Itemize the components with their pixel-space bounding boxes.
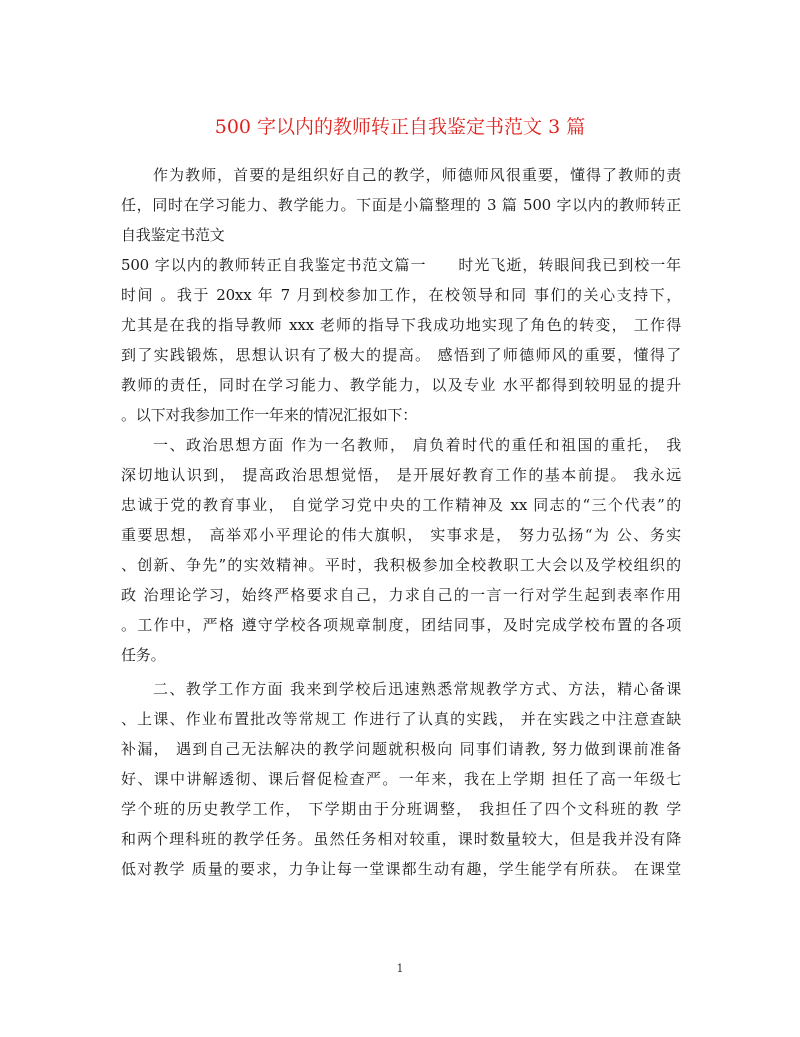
body-line: 500 字以内的教师转正自我鉴定书范文篇一 时光飞逝，转眼间我已到校一年 <box>121 256 681 274</box>
body-line: 政 治理论学习，始终严格要求自己，力求自己的一言一行对学生起到表率作用 <box>121 586 681 604</box>
body-line: 尤其是在我的指导教师 xxx 老师的指导下我成功地实现了角色的转变， 工作得 <box>121 316 681 334</box>
body-line: 低对教学 质量的要求，力争让每一堂课都生动有趣，学生能学有所获。 在课堂 <box>121 860 681 878</box>
body-line: 。以下对我参加工作一年来的情况汇报如下： <box>121 406 418 424</box>
body-line: 和两个理科班的教学任务。虽然任务相对较重，课时数量较大，但是我并没有降 <box>121 830 681 848</box>
body-line: 学个班的历史教学工作， 下学期由于分班调整， 我担任了四个文科班的教 学 <box>121 800 681 818</box>
body-line: 深切地认识到， 提高政治思想觉悟， 是开展好教育工作的基本前提。 我永远 <box>121 466 681 484</box>
body-line: 、创新、争先”的实效精神。平时，我积极参加全校教职工大会以及学校组织的 <box>121 556 681 574</box>
body-line: 补漏， 遇到自己无法解决的教学问题就积极向 同事们请教, 努力做到课前准备 <box>121 740 681 758</box>
body-line: 任，同时在学习能力、教学能力。下面是小篇整理的 3 篇 500 字以内的教师转正 <box>121 196 681 214</box>
body-line: 。工作中，严格 遵守学校各项规章制度，团结同事，及时完成学校布置的各项 <box>121 616 681 634</box>
body-line: 好、课中讲解透彻、课后督促检查严。一年来，我在上学期 担任了高一年级七 <box>121 770 681 788</box>
body-line: 作为教师，首要的是组织好自己的教学，师德师风很重要，懂得了教师的责 <box>153 166 681 184</box>
body-line: 忠诚于党的教育事业， 自觉学习党中央的工作精神及 xx 同志的“三个代表”的 <box>121 496 681 514</box>
body-line: 、上课、作业布置批改等常规工 作进行了认真的实践， 并在实践之中注意查缺 <box>121 710 681 728</box>
body-line: 到了实践锻炼，思想认识有了极大的提高。 感悟到了师德师风的重要，懂得了 <box>121 346 681 364</box>
body-line: 一、政治思想方面 作为一名教师， 肩负着时代的重任和祖国的重托， 我 <box>153 436 681 454</box>
body-line: 重要思想， 高举邓小平理论的伟大旗帜， 实事求是， 努力弘扬“为 公、务实 <box>121 526 681 544</box>
body-line: 任务。 <box>121 646 166 664</box>
body-line: 二、教学工作方面 我来到学校后迅速熟悉常规教学方式、方法，精心备课 <box>153 680 681 698</box>
body-line: 时间 。我于 20xx 年 7 月到校参加工作，在校领导和同 事们的关心支持下， <box>121 286 681 304</box>
page-number: 1 <box>396 962 404 975</box>
body-line: 自我鉴定书范文 <box>121 226 225 244</box>
body-line: 教师的责任，同时在学习能力、教学能力，以及专业 水平都得到较明显的提升 <box>121 376 681 394</box>
document-title: 500 字以内的教师转正自我鉴定书范文 3 篇 <box>214 116 586 138</box>
